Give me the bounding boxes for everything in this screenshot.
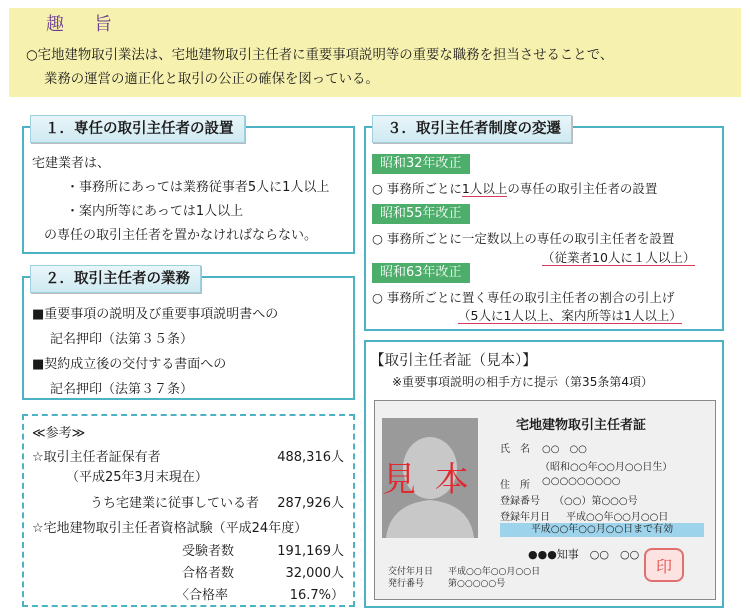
card-title: 宅地建物取引主任者証 xyxy=(516,418,647,433)
reg-date-label: 登録年月日 xyxy=(500,512,550,523)
passers-value: 32,000人 xyxy=(285,566,344,581)
era-showa55-line2: （従業者10人に１人以上） xyxy=(542,250,696,265)
era-showa63: 昭和63年改正 xyxy=(372,263,470,283)
passers-label: 合格者数 xyxy=(182,566,235,581)
issue-number-value: 第○○○○○号 xyxy=(448,579,506,589)
era-showa63-line2: （5人に1人以上、案内所等は1人以上） xyxy=(458,308,682,323)
pass-rate-label: 〈合格率 xyxy=(176,588,229,603)
purpose-title: 趣 旨 xyxy=(46,14,118,35)
purpose-text-line1: ○宅地建物取引業法は、宅地建物取引主任者に重要事項説明等の重要な職務を担当させることで、 xyxy=(26,48,614,63)
birth-value: （昭和○○年○○月○○日生） xyxy=(540,462,673,473)
issue-number-label: 発行番号 xyxy=(388,579,425,589)
section2-line1: ■重要事項の説明及び重要事項説明書への xyxy=(32,307,279,322)
validity-bar: 平成○○年○○月○○日まで有効 xyxy=(500,523,704,537)
holders-value: 488,316人 xyxy=(277,450,344,465)
era-showa32: 昭和32年改正 xyxy=(372,154,470,174)
purpose-text-line2: 業務の運営の適正化と取引の公正の確保を図っている。 xyxy=(44,72,379,87)
issue-date-value: 平成○○年○○月○○日 xyxy=(448,567,541,577)
section1-line2: ・事務所にあっては業務従事者5人に1人以上 xyxy=(66,180,330,195)
era-showa55: 昭和55年改正 xyxy=(372,204,470,224)
license-heading: 【取引主任者証（見本）】 xyxy=(370,353,537,369)
examinees-label: 受験者数 xyxy=(182,544,235,559)
holders-note: （平成25年3月末現在） xyxy=(66,470,208,485)
employed-label: うち宅建業に従事している者 xyxy=(90,496,260,511)
section2-line3: ■契約成立後の交付する書面への xyxy=(32,357,227,372)
reg-number-label: 登録番号 xyxy=(500,496,540,507)
section1-title: １．専任の取引主任者の設置 xyxy=(30,115,245,143)
license-subnote: ※重要事項説明の相手方に提示（第35条第4項） xyxy=(392,375,653,389)
exam-label: ☆宅地建物取引主任者資格試験（平成24年度） xyxy=(32,521,308,536)
address-value: ○○○○○○○○○ xyxy=(542,476,621,487)
holders-label: ☆取引主任者証保有者 xyxy=(32,450,161,465)
era-showa32-text: ○ 事務所ごとに1人以上の専任の取引主任者の設置 xyxy=(372,181,658,196)
section2-line2: 記名押印（法第３５条） xyxy=(50,332,194,347)
reg-date-value: 平成○○年○○月○○日 xyxy=(566,512,669,523)
seal-stamp: 印 xyxy=(644,548,684,582)
sample-stamp: 見 本 xyxy=(382,460,473,500)
section2-title: ２．取引主任者の業務 xyxy=(30,265,201,293)
section1-line1: 宅建業者は、 xyxy=(32,156,111,171)
address-label: 住 所 xyxy=(500,480,530,491)
employed-value: 287,926人 xyxy=(277,496,344,511)
issue-date-label: 交付年月日 xyxy=(388,567,434,577)
section1-line4: の専任の取引主任者を置かなければならない。 xyxy=(44,228,318,243)
section2-line4: 記名押印（法第３７条） xyxy=(50,382,194,397)
name-label: 氏 名 xyxy=(500,444,530,455)
reg-number-value: （○○）第○○○号 xyxy=(554,496,638,507)
era-showa63-line1: ○ 事務所ごとに置く専任の取引主任者の割合の引上げ xyxy=(372,290,675,305)
section1-line3: ・案内所等にあっては1人以上 xyxy=(66,204,244,219)
reference-heading: ≪参考≫ xyxy=(32,426,86,441)
era-showa55-line1: ○ 事務所ごとに一定数以上の専任の取引主任者を設置 xyxy=(372,231,675,246)
name-value: ○○ ○○ xyxy=(542,444,587,455)
governor-line: ●●●知事 ○○ ○○ xyxy=(528,548,640,561)
section3-title: ３．取引主任者制度の変遷 xyxy=(372,115,572,143)
examinees-value: 191,169人 xyxy=(277,544,344,559)
pass-rate-value: 16.7%） xyxy=(289,588,344,603)
